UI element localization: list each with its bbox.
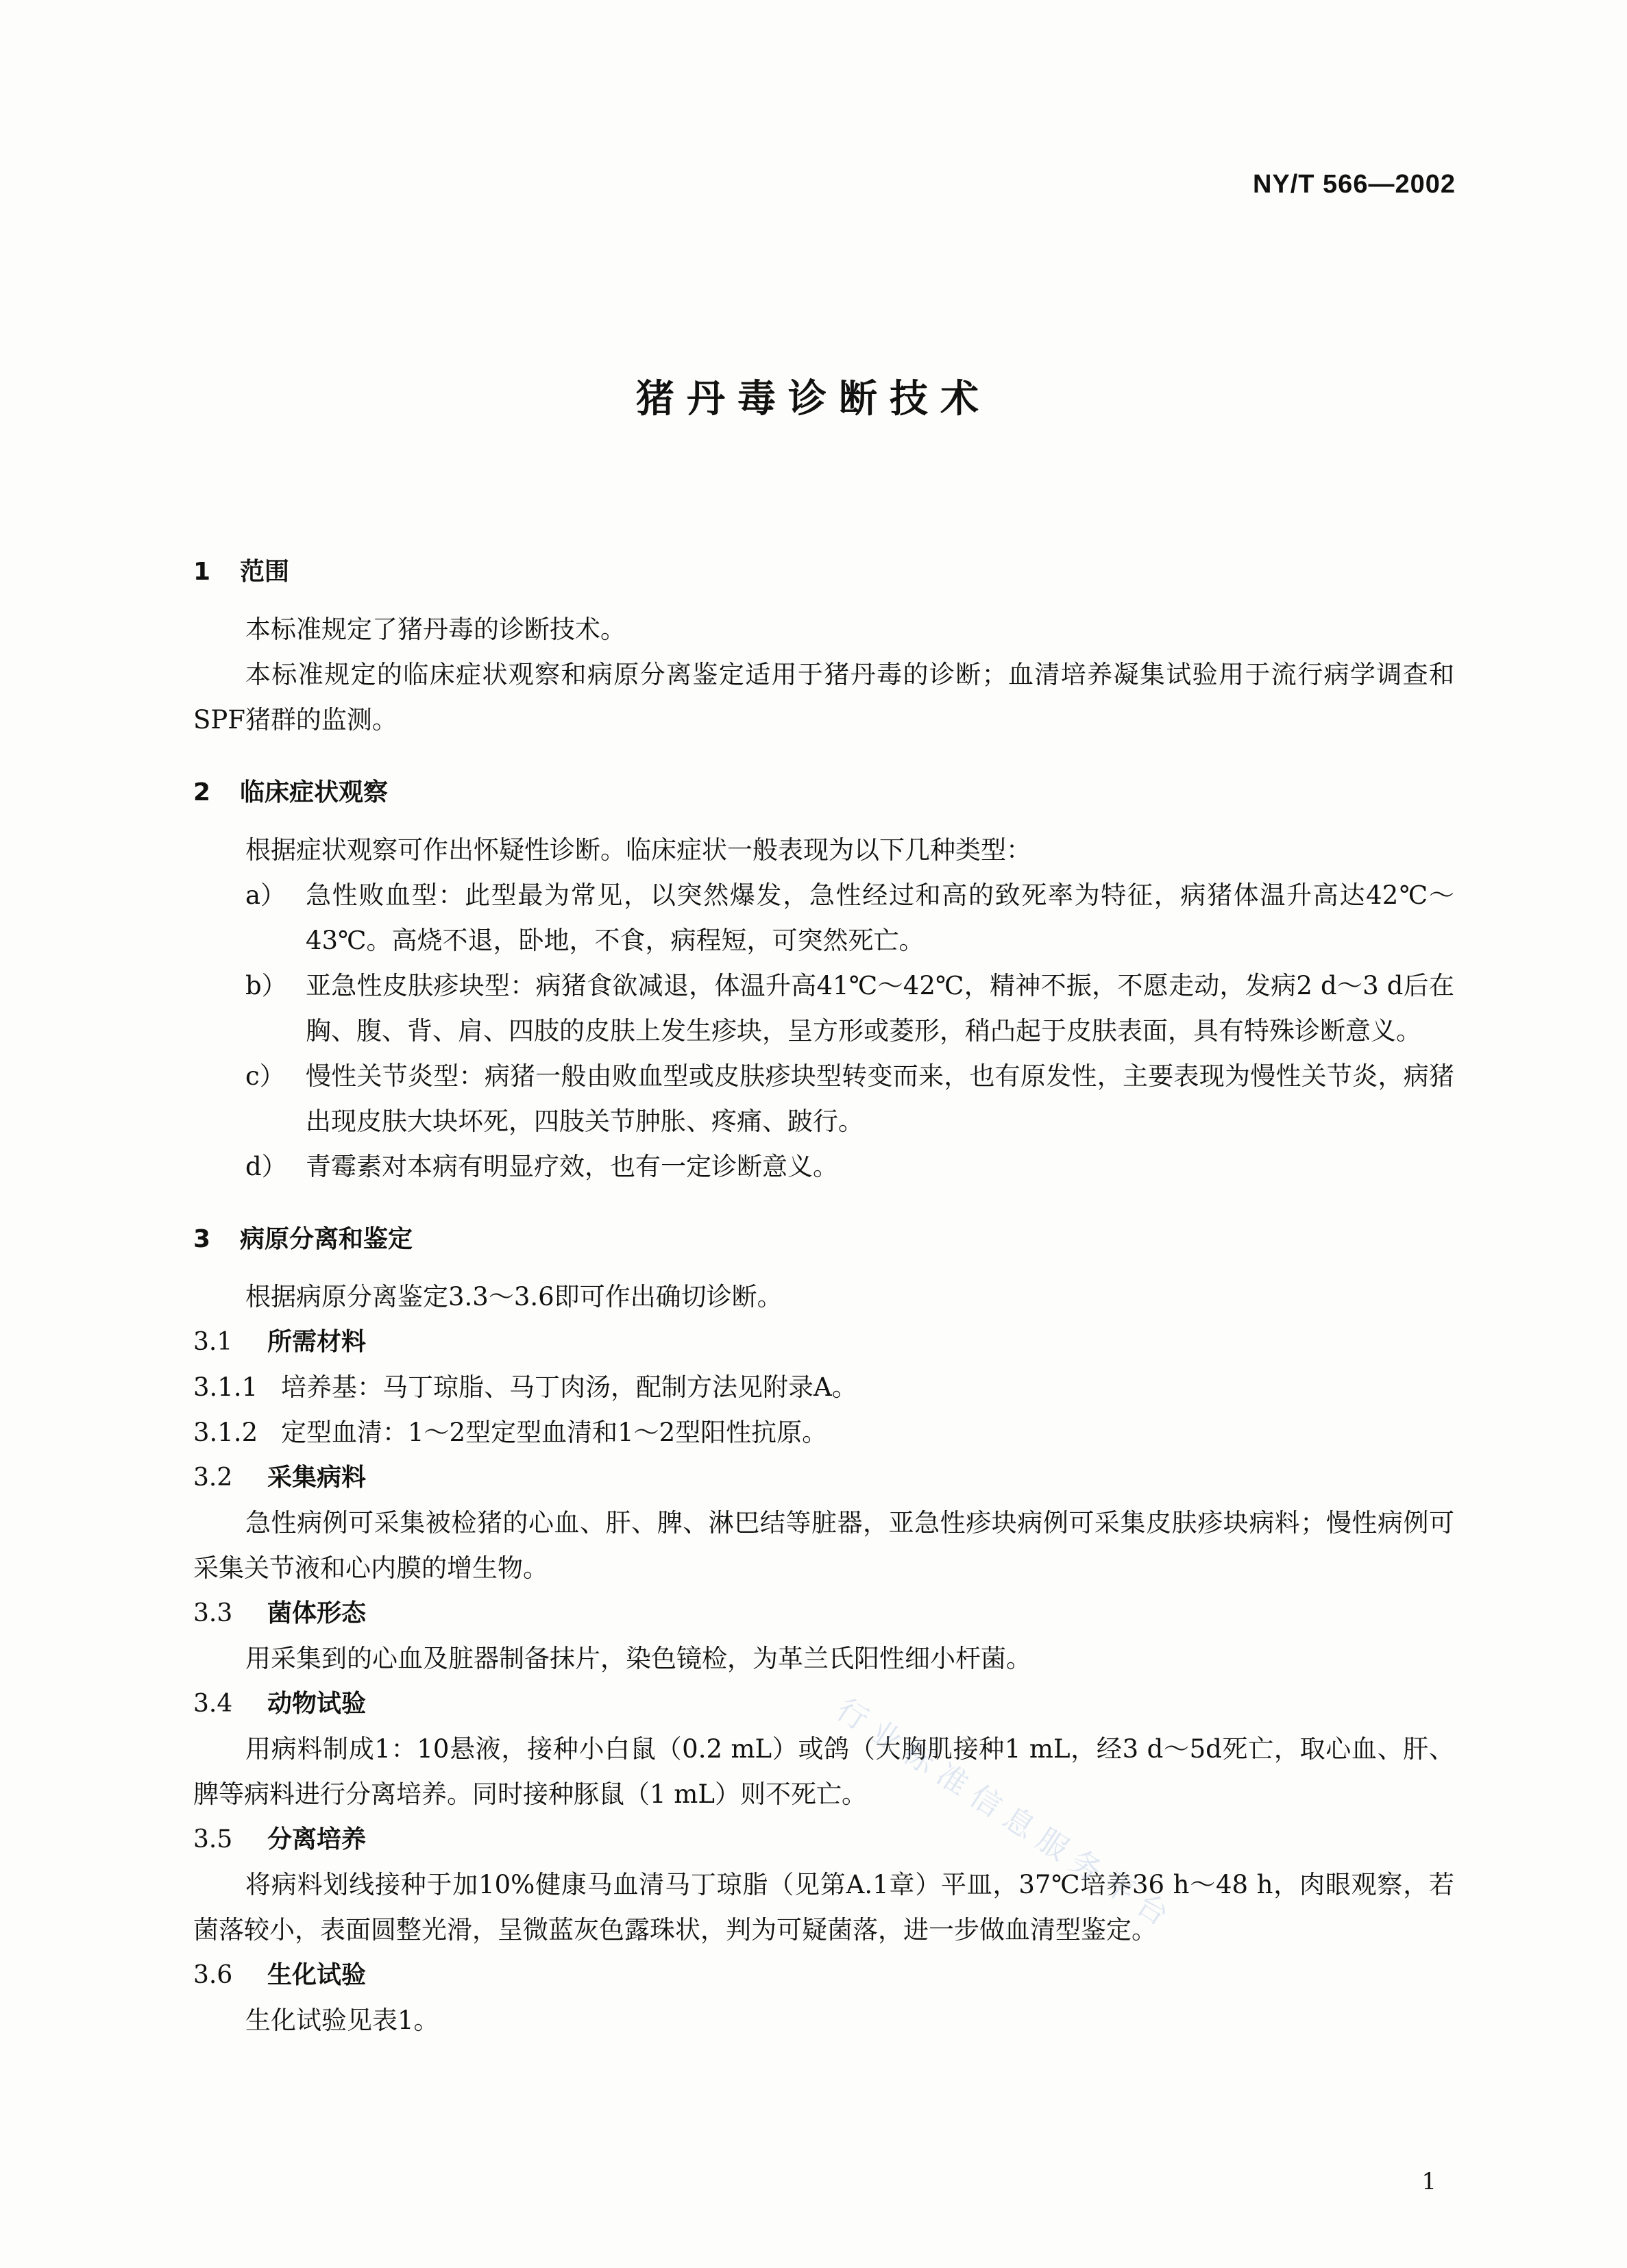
- paragraph: 根据症状观察可作出怀疑性诊断。临床症状一般表现为以下几种类型：: [245, 835, 1031, 865]
- subsection-number: 3.4: [193, 1690, 233, 1718]
- paragraph: 用病料制成1：10悬液，接种小白鼠（0.2 mL）或鸽（大胸肌接种1 mL，经3 d～5d死亡，取心血、肝、脾等病料进行分离培养。同时接种豚鼠（1 mL）则不死亡。: [193, 1734, 1454, 1809]
- list-item: [245, 873, 1454, 963]
- section-number: 2: [193, 778, 211, 806]
- clause-text: 培养基：马丁琼脂、马丁肉汤，配制方法见附录A。: [281, 1372, 857, 1402]
- list-text: 慢性关节炎型：病猪一般由败血型或皮肤疹块型转变而来，也有原发性，主要表现为慢性关节炎，病猪出现皮肤大块坏死，四肢关节肿胀、疼痛、跛行。: [306, 1061, 1454, 1136]
- subsection-number: 3.6: [193, 1961, 233, 1989]
- subsection-3-4-heading: [193, 1681, 1454, 1727]
- list-marker: a）: [245, 880, 286, 910]
- paragraph: 本标准规定了猪丹毒的诊断技术。: [245, 615, 626, 644]
- subsection-number: 3.5: [193, 1825, 233, 1853]
- list-text: 急性败血型：此型最为常见，以突然爆发，急性经过和高的致死率为特征，病猪体温升高达42℃～43℃。高烧不退，卧地，不食，病程短，可突然死亡。: [306, 880, 1454, 955]
- subsection-3-2-heading: [193, 1455, 1454, 1501]
- subsection-title: 所需材料: [267, 1328, 367, 1356]
- paragraph: 生化试验见表1。: [245, 2006, 439, 2035]
- list-item: [245, 963, 1454, 1054]
- subsection-number: 3.1: [193, 1328, 233, 1356]
- paragraph: 本标准规定的临床症状观察和病原分离鉴定适用于猪丹毒的诊断；血清培养凝集试验用于流行病学调查和SPF猪群的监测。: [193, 660, 1454, 735]
- subsection-title: 采集病料: [267, 1464, 367, 1492]
- list-marker: b）: [245, 971, 287, 1000]
- paragraph: 用采集到的心血及脏器制备抹片，染色镜检，为革兰氏阳性细小杆菌。: [245, 1644, 1031, 1673]
- paragraph: 急性病例可采集被检猪的心血、肝、脾、淋巴结等脏器，亚急性疹块病例可采集皮肤疹块病料；慢性病例可采集关节液和心内膜的增生物。: [193, 1508, 1454, 1583]
- clause-number: 3.1.2: [193, 1418, 258, 1447]
- subsection-title: 菌体形态: [267, 1599, 367, 1627]
- section-number: 3: [193, 1225, 211, 1253]
- watermark-graphic: 行业标准信息服务平台: [830, 1692, 1183, 1938]
- clause-number: 3.1.1: [193, 1372, 258, 1402]
- subsection-number: 3.2: [193, 1464, 233, 1492]
- subsection-3-3-heading: [193, 1591, 1454, 1636]
- subsection-title: 分离培养: [267, 1825, 367, 1853]
- section-1-heading: [193, 550, 1454, 595]
- list-text: 青霉素对本病有明显疗效，也有一定诊断意义。: [306, 1152, 838, 1181]
- subsection-number: 3.3: [193, 1599, 233, 1627]
- document-title: 猪丹毒诊断技术: [636, 377, 991, 421]
- section-2-heading: [193, 770, 1454, 815]
- clause-3-1-1: [193, 1365, 1454, 1410]
- paragraph: 根据病原分离鉴定3.3～3.6即可作出确切诊断。: [245, 1282, 783, 1311]
- subsection-3-6-heading: [193, 1953, 1454, 1998]
- document-body: [193, 534, 1454, 2043]
- list-item: [245, 1054, 1454, 1144]
- list-text: 亚急性皮肤疹块型：病猪食欲减退，体温升高41℃～42℃，精神不振，不愿走动，发病2 d～3 d后在胸、腹、背、肩、四肢的皮肤上发生疹块，呈方形或菱形，稍凸起于皮肤表面，具有特殊诊断意义。: [306, 971, 1454, 1046]
- page-number: 1: [1421, 2168, 1436, 2195]
- section-title: 临床症状观察: [240, 778, 389, 806]
- subsection-title: 生化试验: [267, 1961, 367, 1989]
- section-number: 1: [193, 558, 211, 586]
- clause-3-1-2: [193, 1410, 1454, 1455]
- standard-code: NY/T 566—2002: [1252, 170, 1456, 199]
- subsection-3-1-heading: [193, 1320, 1454, 1365]
- section-3-heading: [193, 1217, 1454, 1262]
- section-title: 病原分离和鉴定: [240, 1225, 413, 1253]
- subsection-3-5-heading: [193, 1817, 1454, 1862]
- list-marker: c）: [245, 1061, 285, 1091]
- subsection-title: 动物试验: [267, 1690, 367, 1718]
- list-item: [245, 1144, 1454, 1190]
- clause-text: 定型血清：1～2型定型血清和1～2型阳性抗原。: [281, 1418, 828, 1447]
- list-marker: d）: [245, 1152, 287, 1181]
- paragraph: 将病料划线接种于加10%健康马血清马丁琼脂（见第A.1章）平皿，37℃培养36 h～48 h，肉眼观察，若菌落较小，表面圆整光滑，呈微蓝灰色露珠状，判为可疑菌落，进一步做血清型鉴定。: [193, 1870, 1454, 1945]
- section-title: 范围: [240, 558, 290, 586]
